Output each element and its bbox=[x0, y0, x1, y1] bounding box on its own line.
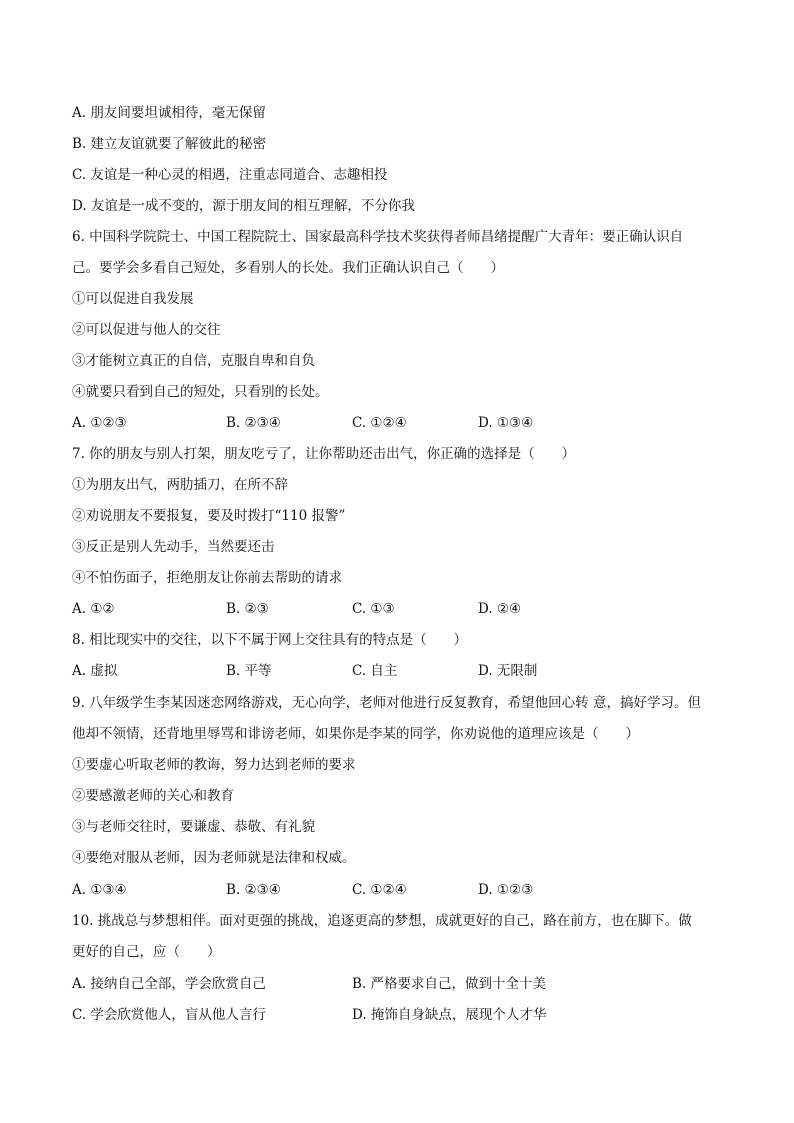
q10-option-b: B. 严格要求自己，做到十全十美 bbox=[352, 976, 547, 992]
q6-item-4: ④就要只看到自己的短处，只看别的长处。 bbox=[72, 384, 329, 400]
q6-option-a: A. ①②③ bbox=[72, 415, 127, 431]
q6-stem-line-2: 己。要学会多看自己短处，多看别人的长处。我们正确认识自己（ ） bbox=[72, 260, 504, 276]
q6-stem-line-1: 6. 中国科学院院士、中国工程院院士、国家最高科学技术奖获得者师昌绪提醒广大青年：要正确认识自 bbox=[72, 229, 684, 245]
q9-option-d: D. ①②③ bbox=[478, 882, 534, 898]
q7-stem: 7. 你的朋友与别人打架，朋友吃亏了，让你帮助还击出气，你正确的选择是（ ） bbox=[72, 446, 576, 462]
q10-stem-line-2: 更好的自己，应（ ） bbox=[72, 944, 221, 960]
q10-option-a: A. 接纳自己全部，学会欣赏自己 bbox=[72, 976, 266, 992]
q9-option-a: A. ①③④ bbox=[72, 882, 127, 898]
q7-item-4: ④不怕伤面子，拒绝朋友让你前去帮助的请求 bbox=[72, 570, 342, 586]
q7-option-a: A. ①② bbox=[72, 601, 115, 617]
q9-item-3: ③与老师交往时，要谦虚、恭敬、有礼貌 bbox=[72, 819, 315, 835]
q6-option-d: D. ①③④ bbox=[478, 415, 534, 431]
q8-option-a: A. 虚拟 bbox=[72, 663, 118, 679]
q5-option-a: A. 朋友间要坦诚相待，毫无保留 bbox=[72, 105, 266, 121]
q8-stem: 8. 相比现实中的交往，以下不属于网上交往具有的特点是（ ） bbox=[72, 632, 468, 648]
q5-option-b: B. 建立友谊就要了解彼此的秘密 bbox=[72, 136, 267, 152]
q9-option-b: B. ②③④ bbox=[226, 882, 281, 898]
q6-option-b: B. ②③④ bbox=[226, 415, 281, 431]
q9-item-2: ②要感激老师的关心和教育 bbox=[72, 788, 234, 804]
q7-item-1: ①为朋友出气，两肋插刀，在所不辞 bbox=[72, 477, 288, 493]
q9-option-c: C. ①②④ bbox=[352, 882, 407, 898]
q10-option-c: C. 学会欣赏他人，盲从他人言行 bbox=[72, 1007, 266, 1023]
q7-option-d: D. ②④ bbox=[478, 601, 522, 617]
q9-item-4: ④要绝对服从老师，因为老师就是法律和权威。 bbox=[72, 850, 356, 866]
q5-option-d: D. 友谊是一成不变的，源于朋友间的相互理解，不分你我 bbox=[72, 198, 415, 214]
q10-option-d: D. 掩饰自身缺点，展现个人才华 bbox=[352, 1007, 547, 1023]
q7-option-b: B. ②③ bbox=[226, 601, 269, 617]
q9-item-1: ①要虚心听取老师的教诲，努力达到老师的要求 bbox=[72, 757, 356, 773]
q9-stem-line-2: 他却不领情，还背地里辱骂和诽谤老师，如果你是李某的同学，你劝说他的道理应该是（ ） bbox=[72, 726, 639, 742]
q6-option-c: C. ①②④ bbox=[352, 415, 407, 431]
q8-option-b: B. 平等 bbox=[226, 663, 272, 679]
q5-option-c: C. 友谊是一种心灵的相遇，注重志同道合、志趣相投 bbox=[72, 167, 388, 183]
q7-item-2: ②劝说朋友不要报复，要及时拨打“110 报警” bbox=[72, 508, 346, 524]
q8-option-d: D. 无限制 bbox=[478, 663, 538, 679]
q10-stem-line-1: 10. 挑战总与梦想相伴。面对更强的挑战，追逐更高的梦想，成就更好的自己，路在前方，也在脚下。做 bbox=[72, 913, 692, 929]
q9-stem-line-1: 9. 八年级学生李某因迷恋网络游戏，无心向学，老师对他进行反复教育，希望他回心转 意，搞好学习。但 bbox=[72, 695, 701, 711]
q8-option-c: C. 自主 bbox=[352, 663, 398, 679]
q6-item-1: ①可以促进自我发展 bbox=[72, 291, 194, 307]
q7-option-c: C. ①③ bbox=[352, 601, 395, 617]
q7-item-3: ③反正是别人先动手，当然要还击 bbox=[72, 539, 275, 555]
q6-item-2: ②可以促进与他人的交往 bbox=[72, 322, 221, 338]
q6-item-3: ③才能树立真正的自信，克服自卑和自负 bbox=[72, 353, 315, 369]
